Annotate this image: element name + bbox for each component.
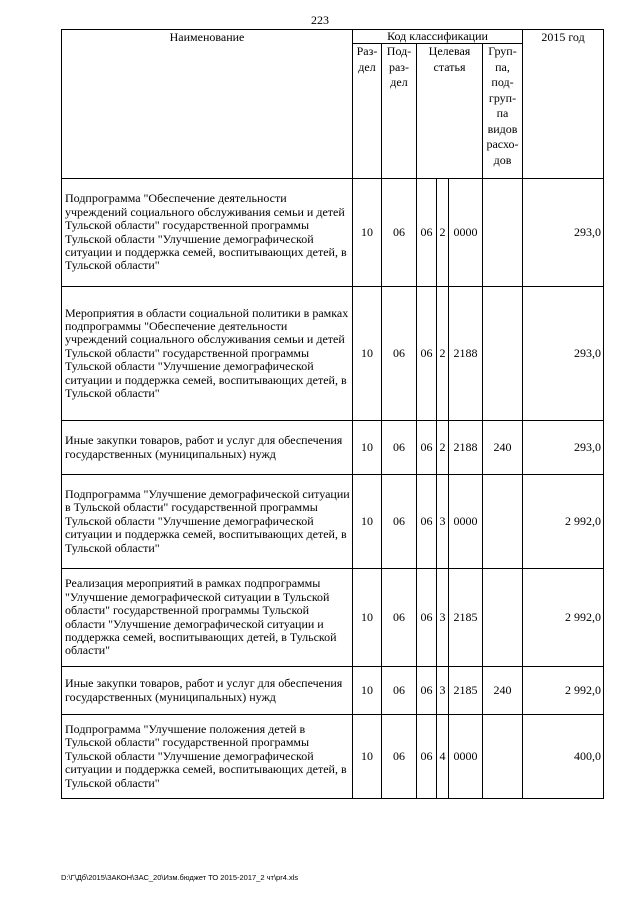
row-amount: 400,0	[523, 715, 604, 799]
row-cs1: 06	[417, 569, 437, 667]
header-year: 2015 год	[523, 30, 604, 179]
row-podrazdel: 06	[382, 421, 417, 475]
row-amount: 293,0	[523, 287, 604, 421]
row-name: Мероприятия в области социальной политики в рамках подпрограммы "Обеспечение деятельности учреждений социального обслуживания семьи и детей Тульской области" государственной программы Тульской области "Улучшение демографической ситуации и поддержка семей, воспитывающих детей, в Тульской области"	[62, 287, 353, 421]
row-cs3: 2185	[449, 667, 483, 715]
row-name: Реализация мероприятий в рамках подпрограммы "Улучшение демографической ситуации в Тульской области" государственной программы Тульской области "Улучшение демографической ситуации и поддержка семей, воспитывающих детей, в Тульской области"	[62, 569, 353, 667]
row-cs2: 3	[437, 667, 449, 715]
row-name: Подпрограмма "Обеспечение деятельности учреждений социального обслуживания семьи и детей Тульской области" государственной программы Тульской области "Улучшение демографической ситуации и поддержка семей, воспитывающих детей, в Тульской области"	[62, 179, 353, 287]
row-razdel: 10	[353, 667, 382, 715]
file-path-footer: D:\Г\Дб\2015\ЗАКОН\ЗАС_20\Изм.бюджет ТО 2015-2017_2 чт\pr4.xls	[61, 873, 299, 882]
row-cs1: 06	[417, 715, 437, 799]
row-vid	[483, 475, 523, 569]
budget-table	[61, 29, 604, 799]
table-row	[62, 421, 604, 475]
row-razdel: 10	[353, 475, 382, 569]
row-cs1: 06	[417, 421, 437, 475]
row-cs3: 2188	[449, 421, 483, 475]
row-amount: 293,0	[523, 421, 604, 475]
row-vid: 240	[483, 667, 523, 715]
row-podrazdel: 06	[382, 667, 417, 715]
row-cs3: 0000	[449, 475, 483, 569]
row-cs1: 06	[417, 667, 437, 715]
row-podrazdel: 06	[382, 475, 417, 569]
row-amount: 293,0	[523, 179, 604, 287]
row-cs1: 06	[417, 287, 437, 421]
row-cs1: 06	[417, 475, 437, 569]
row-podrazdel: 06	[382, 179, 417, 287]
row-podrazdel: 06	[382, 569, 417, 667]
row-amount: 2 992,0	[523, 667, 604, 715]
row-amount: 2 992,0	[523, 475, 604, 569]
header-target-article: Целевая статья	[417, 44, 483, 179]
row-name: Подпрограмма "Улучшение положения детей в Тульской области" государственной программы Тульской области "Улучшение демографической ситуации и поддержка семей, воспитывающих детей, в Тульской области"	[62, 715, 353, 799]
row-cs2: 2	[437, 179, 449, 287]
row-vid	[483, 569, 523, 667]
row-name: Иные закупки товаров, работ и услуг для обеспечения государственных (муниципальных) нужд	[62, 667, 353, 715]
table-row	[62, 287, 604, 421]
row-vid: 240	[483, 421, 523, 475]
header-name: Наименование	[62, 30, 353, 179]
table-row	[62, 475, 604, 569]
row-cs2: 3	[437, 475, 449, 569]
page-number: 223	[311, 13, 329, 27]
row-vid	[483, 179, 523, 287]
row-razdel: 10	[353, 715, 382, 799]
table-row	[62, 667, 604, 715]
row-vid	[483, 287, 523, 421]
row-name: Подпрограмма "Улучшение демографической ситуации в Тульской области" государственной программы Тульской области "Улучшение демографической ситуации и поддержка семей, воспитывающих детей, в Тульской области"	[62, 475, 353, 569]
row-cs2: 2	[437, 421, 449, 475]
header-classification: Код классификации	[353, 30, 523, 44]
row-cs2: 2	[437, 287, 449, 421]
row-cs3: 2185	[449, 569, 483, 667]
table-row	[62, 569, 604, 667]
header-subsection: Под- раз- дел	[382, 44, 417, 179]
row-cs2: 3	[437, 569, 449, 667]
header-section: Раз- дел	[353, 44, 382, 179]
row-razdel: 10	[353, 179, 382, 287]
row-razdel: 10	[353, 569, 382, 667]
row-razdel: 10	[353, 287, 382, 421]
header-expense-group: Груп- па, под- груп- па видов расхо- дов	[483, 44, 523, 179]
row-name: Иные закупки товаров, работ и услуг для обеспечения государственных (муниципальных) нужд	[62, 421, 353, 475]
row-cs3: 0000	[449, 179, 483, 287]
table-row	[62, 179, 604, 287]
row-podrazdel: 06	[382, 715, 417, 799]
row-amount: 2 992,0	[523, 569, 604, 667]
row-razdel: 10	[353, 421, 382, 475]
table-row	[62, 715, 604, 799]
row-podrazdel: 06	[382, 287, 417, 421]
row-cs3: 0000	[449, 715, 483, 799]
row-vid	[483, 715, 523, 799]
row-cs2: 4	[437, 715, 449, 799]
row-cs3: 2188	[449, 287, 483, 421]
row-cs1: 06	[417, 179, 437, 287]
